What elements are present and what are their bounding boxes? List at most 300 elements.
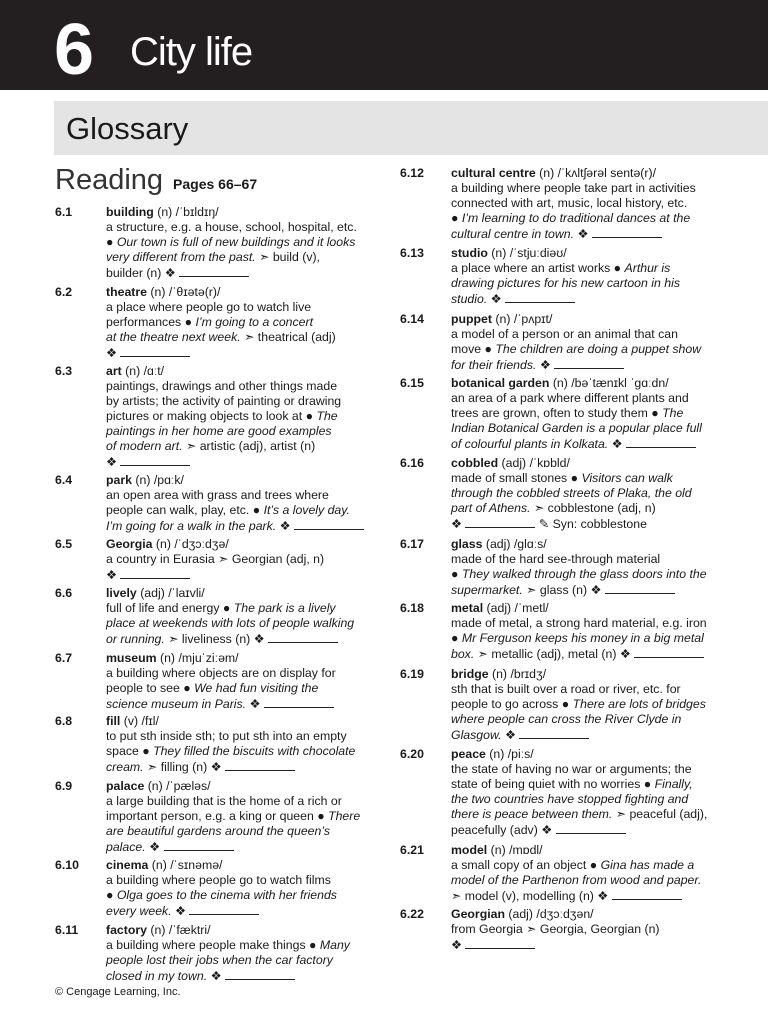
pos-pronunciation: (n) /piːs/	[485, 747, 534, 761]
answer-blank[interactable]	[554, 357, 624, 369]
headword: palace	[106, 779, 145, 793]
answer-blank[interactable]	[465, 937, 535, 949]
entry-text: ❖	[574, 227, 592, 241]
pos-pronunciation: (n) /ˈpæləs/	[144, 779, 211, 793]
entry-number: 6.16	[400, 456, 424, 470]
entry-number: 6.21	[400, 843, 424, 857]
entry-line: to put sth inside sth; to put sth into an empty	[106, 729, 347, 743]
unit-title: City life	[130, 30, 253, 74]
entry-text: ❖	[246, 697, 264, 711]
example-sentence: paintings in her home are good examples	[106, 424, 332, 438]
entry-line	[106, 518, 384, 534]
example-sentence: Glasgow.	[451, 728, 502, 742]
pos-pronunciation: (n) /ˈsɪnəmə/	[148, 858, 223, 872]
entry-body	[106, 651, 384, 712]
entry-headword-line	[451, 166, 726, 181]
entry-text: people to go across ●	[451, 697, 573, 711]
entry-headword-line	[451, 456, 726, 471]
answer-blank[interactable]	[120, 454, 190, 466]
entry-line	[106, 345, 384, 361]
entry-line	[106, 439, 384, 454]
entry-number: 6.5	[55, 537, 73, 551]
entry-text: ❖	[145, 840, 164, 854]
entry-line: connected with art, music, local history, etc.	[451, 196, 688, 210]
entry-headword-line	[106, 205, 384, 220]
entry-line	[451, 516, 726, 532]
entry-text: trees are grown, often to study them ●	[451, 406, 663, 420]
entry-line: by artists; the activity of painting or drawing	[106, 394, 342, 408]
headword: art	[106, 364, 122, 378]
entry-text: space ●	[106, 744, 154, 758]
example-sentence: people lost their jobs when the car factory	[106, 953, 333, 967]
entry-line: an open area with grass and trees where	[106, 488, 329, 502]
entry-line	[451, 712, 726, 727]
entry-headword-line	[106, 923, 384, 938]
entry-line	[106, 616, 384, 631]
entry-line	[451, 937, 726, 953]
entry-headword-line	[106, 651, 384, 666]
entry-line: paintings, drawings and other things made	[106, 379, 338, 393]
example-sentence: through the cobbled streets of Plaka, the old	[451, 486, 692, 500]
answer-blank[interactable]	[120, 345, 190, 357]
example-sentence: The	[316, 409, 338, 423]
entry-text: ❖	[608, 437, 627, 451]
entry-text: move ●	[451, 342, 496, 356]
pos-pronunciation: (adj) /ˈmetl/	[483, 601, 549, 615]
unit-header-bar	[0, 0, 768, 90]
entry-line: from Georgia ➣ Georgia, Georgian (n)	[451, 922, 660, 936]
entry-line	[106, 953, 384, 968]
entry-line	[106, 454, 384, 470]
entry-line	[106, 839, 384, 855]
example-sentence: part of Athens.	[451, 501, 531, 515]
headword: botanical garden	[451, 376, 550, 390]
reading-section-heading	[55, 164, 257, 197]
entry-text: ➣ artistic (adj), artist (n)	[182, 439, 316, 453]
entry-text: ❖	[106, 346, 121, 360]
headword: fill	[106, 714, 121, 728]
example-sentence: Gina has made a	[600, 858, 695, 872]
entry-number: 6.1	[55, 205, 73, 219]
headword: cinema	[106, 858, 149, 872]
entry-line	[451, 276, 726, 291]
entry-text: performances ●	[106, 315, 196, 329]
example-sentence: Finally,	[654, 777, 693, 791]
pos-pronunciation: (n) /ˈstjuːdiəʊ/	[487, 246, 567, 260]
entry-line	[106, 968, 384, 984]
entry-text: a building where people make things ●	[106, 938, 320, 952]
entry-headword-line	[106, 473, 384, 488]
example-sentence: Olga goes to the cinema with her friends	[116, 888, 337, 902]
entry-number: 6.20	[400, 747, 424, 761]
entry-headword-line	[106, 364, 384, 379]
pos-pronunciation: (n) /ˈdʒɔːdʒə/	[152, 537, 229, 551]
headword: glass	[451, 537, 483, 551]
entry-body	[106, 714, 384, 775]
entry-text: ❖	[106, 455, 121, 469]
entry-line	[106, 696, 384, 712]
entry-body	[106, 205, 384, 281]
entry-body	[451, 747, 726, 838]
example-sentence: box.	[451, 647, 475, 661]
entry-headword-line	[451, 843, 726, 858]
entry-line	[451, 211, 726, 226]
headword: theatre	[106, 285, 148, 299]
entry-number: 6.10	[55, 858, 79, 872]
entry-number: 6.17	[400, 537, 424, 551]
entry-line: made of metal, a strong hard material, e.g. iron	[451, 616, 707, 630]
answer-blank[interactable]	[225, 968, 295, 980]
answer-blank[interactable]	[634, 646, 704, 658]
entry-number: 6.18	[400, 601, 424, 615]
entry-number: 6.8	[55, 714, 73, 728]
entry-line	[451, 792, 726, 807]
entry-body	[106, 779, 384, 855]
headword: museum	[106, 651, 157, 665]
pos-pronunciation: (n) /mɒdl/	[487, 843, 543, 857]
entry-headword-line	[451, 907, 726, 922]
entry-line: a building where objects are on display for	[106, 666, 336, 680]
entry-body	[451, 312, 726, 373]
entry-line	[106, 809, 384, 824]
entry-line	[106, 235, 384, 250]
headword: puppet	[451, 312, 492, 326]
entry-headword-line	[106, 586, 384, 601]
headword: studio	[451, 246, 488, 260]
entry-headword-line	[451, 601, 726, 616]
entry-line	[451, 501, 726, 516]
entry-line: the state of having no war or arguments; the	[451, 762, 692, 776]
entry-text: ➣ cobblestone (adj, n)	[530, 501, 656, 515]
entry-line	[106, 824, 384, 839]
answer-blank[interactable]	[519, 727, 589, 739]
pos-pronunciation: (adj) /glɑːs/	[482, 537, 547, 551]
pos-pronunciation: (v) /fɪl/	[120, 714, 159, 728]
copyright-footer: © Cengage Learning, Inc.	[55, 986, 181, 998]
entry-line	[106, 265, 384, 281]
pos-pronunciation: (n) /mjuˈziːəm/	[156, 651, 239, 665]
entry-line	[451, 567, 726, 582]
entry-line	[451, 291, 726, 307]
entry-headword-line	[451, 312, 726, 327]
entry-line	[106, 567, 384, 583]
entry-headword-line	[451, 667, 726, 682]
example-sentence: there is peace between them.	[451, 807, 613, 821]
answer-blank[interactable]	[605, 582, 675, 594]
example-sentence: The	[662, 406, 684, 420]
pos-pronunciation: (n) /brɪdʒ/	[488, 667, 547, 681]
headword: cobbled	[451, 456, 499, 470]
entry-line	[106, 759, 384, 775]
example-sentence: science museum in Paris.	[106, 697, 247, 711]
entry-text: ❖	[487, 292, 506, 306]
entry-line: a place where people go to watch live	[106, 300, 312, 314]
answer-blank[interactable]	[189, 903, 259, 915]
entry-text: ❖	[451, 938, 466, 952]
glossary-band	[54, 101, 768, 155]
entry-text: ●	[451, 631, 462, 645]
entry-text: ●	[451, 211, 462, 225]
answer-blank[interactable]	[164, 839, 234, 851]
example-sentence: Many	[319, 938, 350, 952]
entry-text: ❖	[536, 358, 555, 372]
entry-line: a structure, e.g. a house, school, hospital, etc.	[106, 220, 357, 234]
entry-text: ✎ Syn: cobblestone	[535, 517, 647, 531]
entry-text: pictures or making objects to look at ●	[106, 409, 317, 423]
example-sentence: Indian Botanical Garden is a popular place full	[451, 421, 702, 435]
entry-text: ❖	[171, 904, 190, 918]
entry-text: ❖	[451, 517, 466, 531]
entry-text: ❖	[207, 969, 226, 983]
example-sentence: Mr Ferguson keeps his money in a big metal	[461, 631, 704, 645]
entry-line	[106, 631, 384, 647]
entry-text: a small copy of an object ●	[451, 858, 601, 872]
pos-pronunciation: (n) /bəˈtænɪkl ˈgɑːdn/	[549, 376, 669, 390]
entry-line	[106, 938, 384, 953]
example-sentence: I’m going to a concert	[195, 315, 314, 329]
entry-line: a model of a person or an animal that can	[451, 327, 678, 341]
entry-line: a building where people go to watch films	[106, 873, 331, 887]
entry-line	[106, 250, 384, 265]
entry-headword-line	[451, 376, 726, 391]
entry-headword-line	[451, 246, 726, 261]
headword: peace	[451, 747, 486, 761]
entry-line: made of the hard see-through material	[451, 552, 661, 566]
reading-pages: Pages 66–67	[173, 176, 258, 192]
entry-body	[106, 586, 384, 647]
answer-blank[interactable]	[120, 567, 190, 579]
example-sentence: palace.	[106, 840, 146, 854]
entry-number: 6.7	[55, 651, 73, 665]
entry-text: ➣ model (v), modelling (n) ❖	[451, 889, 612, 903]
entry-text: ➣ liveliness (n) ❖	[164, 632, 269, 646]
example-sentence: Arthur is	[624, 261, 671, 275]
entry-body	[451, 843, 726, 904]
example-sentence: for their friends.	[451, 358, 537, 372]
example-sentence: place at weekends with lots of people walking	[106, 616, 355, 630]
entry-number: 6.9	[55, 779, 73, 793]
entry-text: people to see ●	[106, 681, 195, 695]
answer-blank[interactable]	[264, 696, 334, 708]
entry-number: 6.2	[55, 285, 73, 299]
entry-text: ●	[106, 235, 117, 249]
entry-text: people can walk, play, etc. ●	[106, 503, 264, 517]
entry-line	[106, 888, 384, 903]
entry-line	[451, 486, 726, 501]
entry-number: 6.15	[400, 376, 424, 390]
entry-line	[451, 357, 726, 373]
pos-pronunciation: (n) /ˈfæktri/	[147, 923, 211, 937]
entry-line	[451, 582, 726, 598]
entry-line	[451, 873, 726, 888]
headword: bridge	[451, 667, 489, 681]
entry-line	[451, 421, 726, 436]
entry-text: ❖	[276, 519, 295, 533]
example-sentence: There are lots of bridges	[572, 697, 706, 711]
pos-pronunciation: (n) /ˈkʌltʃərəl sentə(r)/	[535, 166, 657, 180]
example-sentence: We had fun visiting the	[194, 681, 319, 695]
pos-pronunciation: (adj) /dʒɔːdʒən/	[504, 907, 594, 921]
entry-number: 6.14	[400, 312, 424, 326]
entry-text: ➣ glass (n) ❖	[522, 583, 605, 597]
example-sentence: It’s a lovely day.	[263, 503, 350, 517]
entry-number: 6.22	[400, 907, 424, 921]
entry-line	[106, 409, 384, 424]
example-sentence: are beautiful gardens around the queen’s	[106, 824, 331, 838]
entry-body	[451, 667, 726, 743]
entry-body	[451, 907, 726, 953]
answer-blank[interactable]	[179, 265, 249, 277]
entry-line	[451, 807, 726, 822]
entry-line	[451, 436, 726, 452]
entry-headword-line	[106, 779, 384, 794]
headword: model	[451, 843, 488, 857]
entry-text: a place where an artist works ●	[451, 261, 625, 275]
example-sentence: There	[328, 809, 361, 823]
entry-line: a building where people take part in activities	[451, 181, 696, 195]
entry-line	[451, 697, 726, 712]
entry-body	[451, 166, 726, 242]
unit-number: 6	[54, 10, 95, 90]
answer-blank[interactable]	[225, 759, 295, 771]
example-sentence: very different from the past.	[106, 250, 256, 264]
entry-number: 6.12	[400, 166, 424, 180]
example-sentence: of colourful plants in Kolkata.	[451, 437, 609, 451]
entry-text: ➣ filling (n) ❖	[143, 760, 226, 774]
entry-body	[106, 923, 384, 984]
entry-line	[451, 406, 726, 421]
example-sentence: The children are doing a puppet show	[495, 342, 702, 356]
example-sentence: drawing pictures for his new cartoon in his	[451, 276, 680, 290]
example-sentence: studio.	[451, 292, 488, 306]
entry-line	[451, 226, 726, 242]
entry-body	[451, 601, 726, 662]
example-sentence: the two countries have stopped fighting and	[451, 792, 689, 806]
entry-body	[451, 376, 726, 452]
entry-headword-line	[451, 747, 726, 762]
example-sentence: supermarket.	[451, 583, 523, 597]
headword: lively	[106, 586, 137, 600]
entry-text: made of small stones ●	[451, 471, 582, 485]
entry-line	[106, 424, 384, 439]
headword: park	[106, 473, 132, 487]
answer-blank[interactable]	[556, 822, 626, 834]
entry-text: full of life and energy ●	[106, 601, 234, 615]
example-sentence: The park is a lively	[233, 601, 336, 615]
entry-text: state of being quiet with no worries ●	[451, 777, 655, 791]
entry-line	[451, 342, 726, 357]
headword: metal	[451, 601, 484, 615]
entry-line	[451, 261, 726, 276]
example-sentence: closed in my town.	[106, 969, 208, 983]
entry-body	[106, 364, 384, 470]
entry-headword-line	[106, 537, 384, 552]
entry-text: ●	[451, 567, 462, 581]
entry-line	[106, 503, 384, 518]
entry-headword-line	[106, 858, 384, 873]
entry-text: ➣ metallic (adj), metal (n) ❖	[474, 647, 635, 661]
entry-headword-line	[106, 285, 384, 300]
entry-body	[451, 537, 726, 598]
answer-blank[interactable]	[612, 888, 682, 900]
example-sentence: cream.	[106, 760, 144, 774]
example-sentence: of modern art.	[106, 439, 183, 453]
entry-number: 6.19	[400, 667, 424, 681]
entry-line	[451, 727, 726, 743]
pos-pronunciation: (adj) /ˈkɒbld/	[498, 456, 570, 470]
entry-text: ❖	[106, 568, 121, 582]
example-sentence: at the theatre next week.	[106, 330, 241, 344]
entry-body	[451, 456, 726, 532]
entry-text: ❖	[501, 728, 520, 742]
entry-line	[106, 744, 384, 759]
pos-pronunciation: (n) /pɑːk/	[131, 473, 184, 487]
entry-line	[451, 888, 726, 904]
answer-blank[interactable]	[626, 436, 696, 448]
pos-pronunciation: (n) /ɑːt/	[121, 364, 165, 378]
answer-blank[interactable]	[465, 516, 535, 528]
entry-line	[106, 903, 384, 919]
entry-line	[106, 330, 384, 345]
answer-blank[interactable]	[592, 226, 662, 238]
entry-line	[106, 315, 384, 330]
entry-headword-line	[451, 537, 726, 552]
example-sentence: model of the Parthenon from wood and paper.	[451, 873, 702, 887]
entry-line: sth that is built over a road or river, etc. for	[451, 682, 681, 696]
entry-text: ●	[106, 888, 117, 902]
entry-body	[451, 246, 726, 307]
entry-line	[451, 631, 726, 646]
headword: building	[106, 205, 154, 219]
entry-text: important person, e.g. a king or queen ●	[106, 809, 329, 823]
example-sentence: Visitors can walk	[581, 471, 673, 485]
entry-text: builder (n) ❖	[106, 266, 180, 280]
entry-number: 6.6	[55, 586, 73, 600]
answer-blank[interactable]	[294, 518, 364, 530]
entry-line: a large building that is the home of a rich or	[106, 794, 342, 808]
headword: Georgian	[451, 907, 505, 921]
entry-line	[451, 858, 726, 873]
answer-blank[interactable]	[505, 291, 575, 303]
example-sentence: I’m going for a walk in the park.	[106, 519, 277, 533]
entry-line	[451, 777, 726, 792]
headword: cultural centre	[451, 166, 536, 180]
headword: factory	[106, 923, 148, 937]
entry-line: an area of a park where different plants and	[451, 391, 689, 405]
entry-body	[106, 473, 384, 534]
entry-line	[451, 646, 726, 662]
entry-body	[106, 285, 384, 361]
entry-number: 6.3	[55, 364, 73, 378]
example-sentence: where people can cross the River Clyde in	[451, 712, 682, 726]
answer-blank[interactable]	[268, 631, 338, 643]
entry-body	[106, 858, 384, 919]
entry-text: ➣ peaceful (adj),	[612, 807, 708, 821]
example-sentence: They filled the biscuits with chocolate	[153, 744, 356, 758]
entry-text: ➣ build (v),	[255, 250, 320, 264]
example-sentence: They walked through the glass doors into the	[461, 567, 707, 581]
entry-line	[451, 822, 726, 838]
entry-body	[106, 537, 384, 583]
example-sentence: cultural centre in town.	[451, 227, 575, 241]
entry-text: ➣ theatrical (adj)	[240, 330, 336, 344]
entry-number: 6.11	[55, 923, 79, 937]
example-sentence: or running.	[106, 632, 165, 646]
entry-line: a country in Eurasia ➣ Georgian (adj, n)	[106, 552, 325, 566]
example-sentence: I’m learning to do traditional dances at the	[461, 211, 691, 225]
pos-pronunciation: (n) /ˈpʌpɪt/	[491, 312, 553, 326]
reading-title: Reading	[55, 164, 164, 196]
